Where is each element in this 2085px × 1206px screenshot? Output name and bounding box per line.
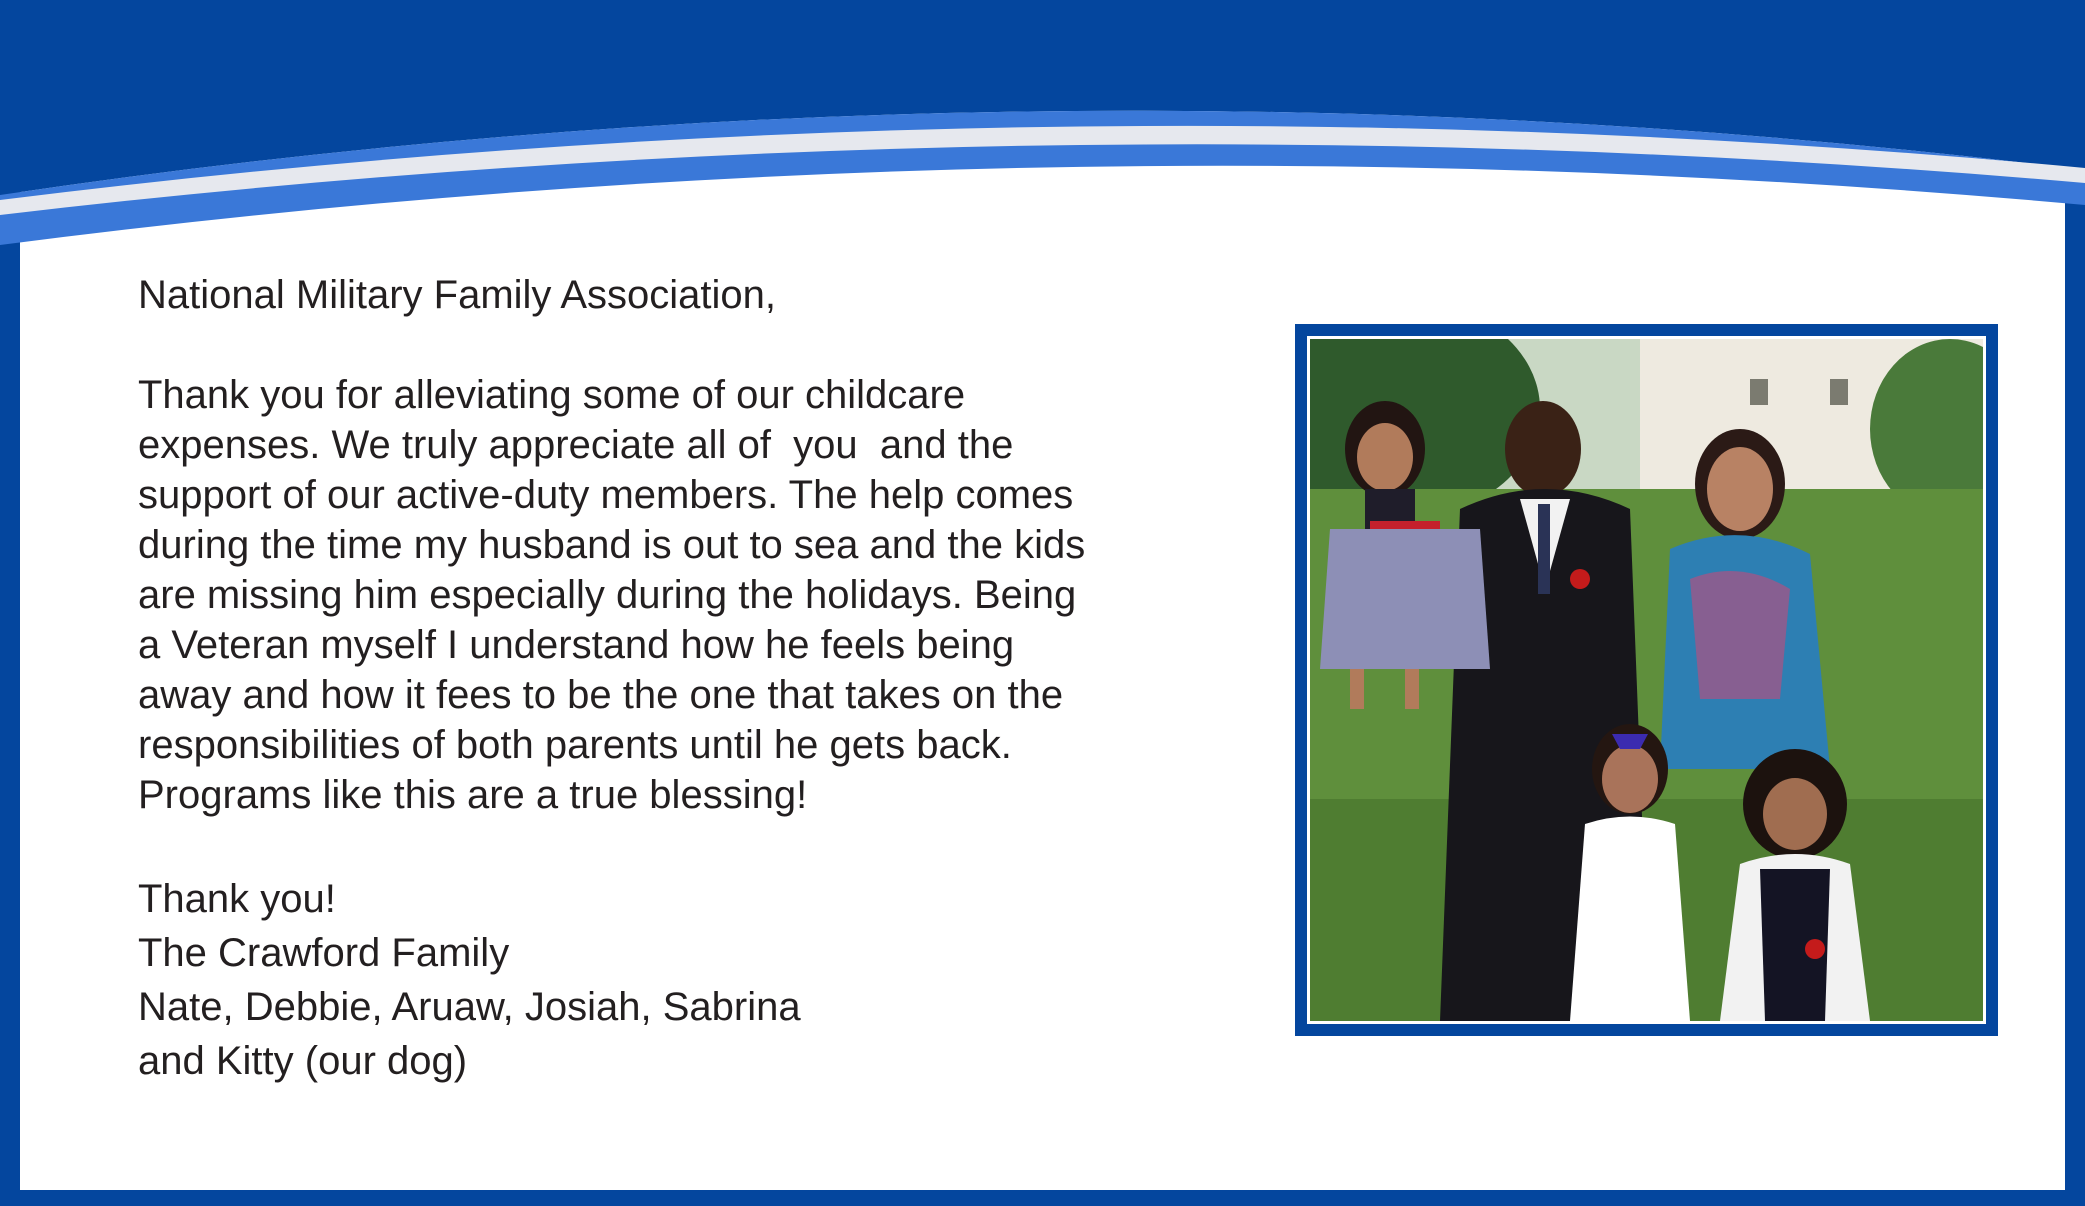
letter-content (138, 270, 1278, 1088)
family-photo-frame (1295, 324, 1998, 1036)
family-photo (1310, 339, 1983, 1021)
family-names: Nate, Debbie, Aruaw, Josiah, Sabrina (138, 985, 801, 1029)
letter-signature: The Crawford Family (138, 931, 510, 975)
letter-closing: Thank you! (138, 877, 336, 921)
letter-salutation: National Military Family Association, (138, 273, 776, 317)
letter-body: Thank you for alleviating some of our childcare expenses. We truly appreciate all of you and the support of our active-duty members. The help comes during the time my husband is out to sea and the kids are missing him especially during the holidays. Being a Veteran myself I understand how he feels being away and how it fees to be the one that takes on the responsibilities of both parents until he gets back. Programs like this are a true blessing! (138, 373, 1086, 817)
header-wave-banner (0, 0, 2085, 260)
letter-signoff (138, 872, 1278, 1088)
family-names-continued: and Kitty (our dog) (138, 1039, 468, 1083)
